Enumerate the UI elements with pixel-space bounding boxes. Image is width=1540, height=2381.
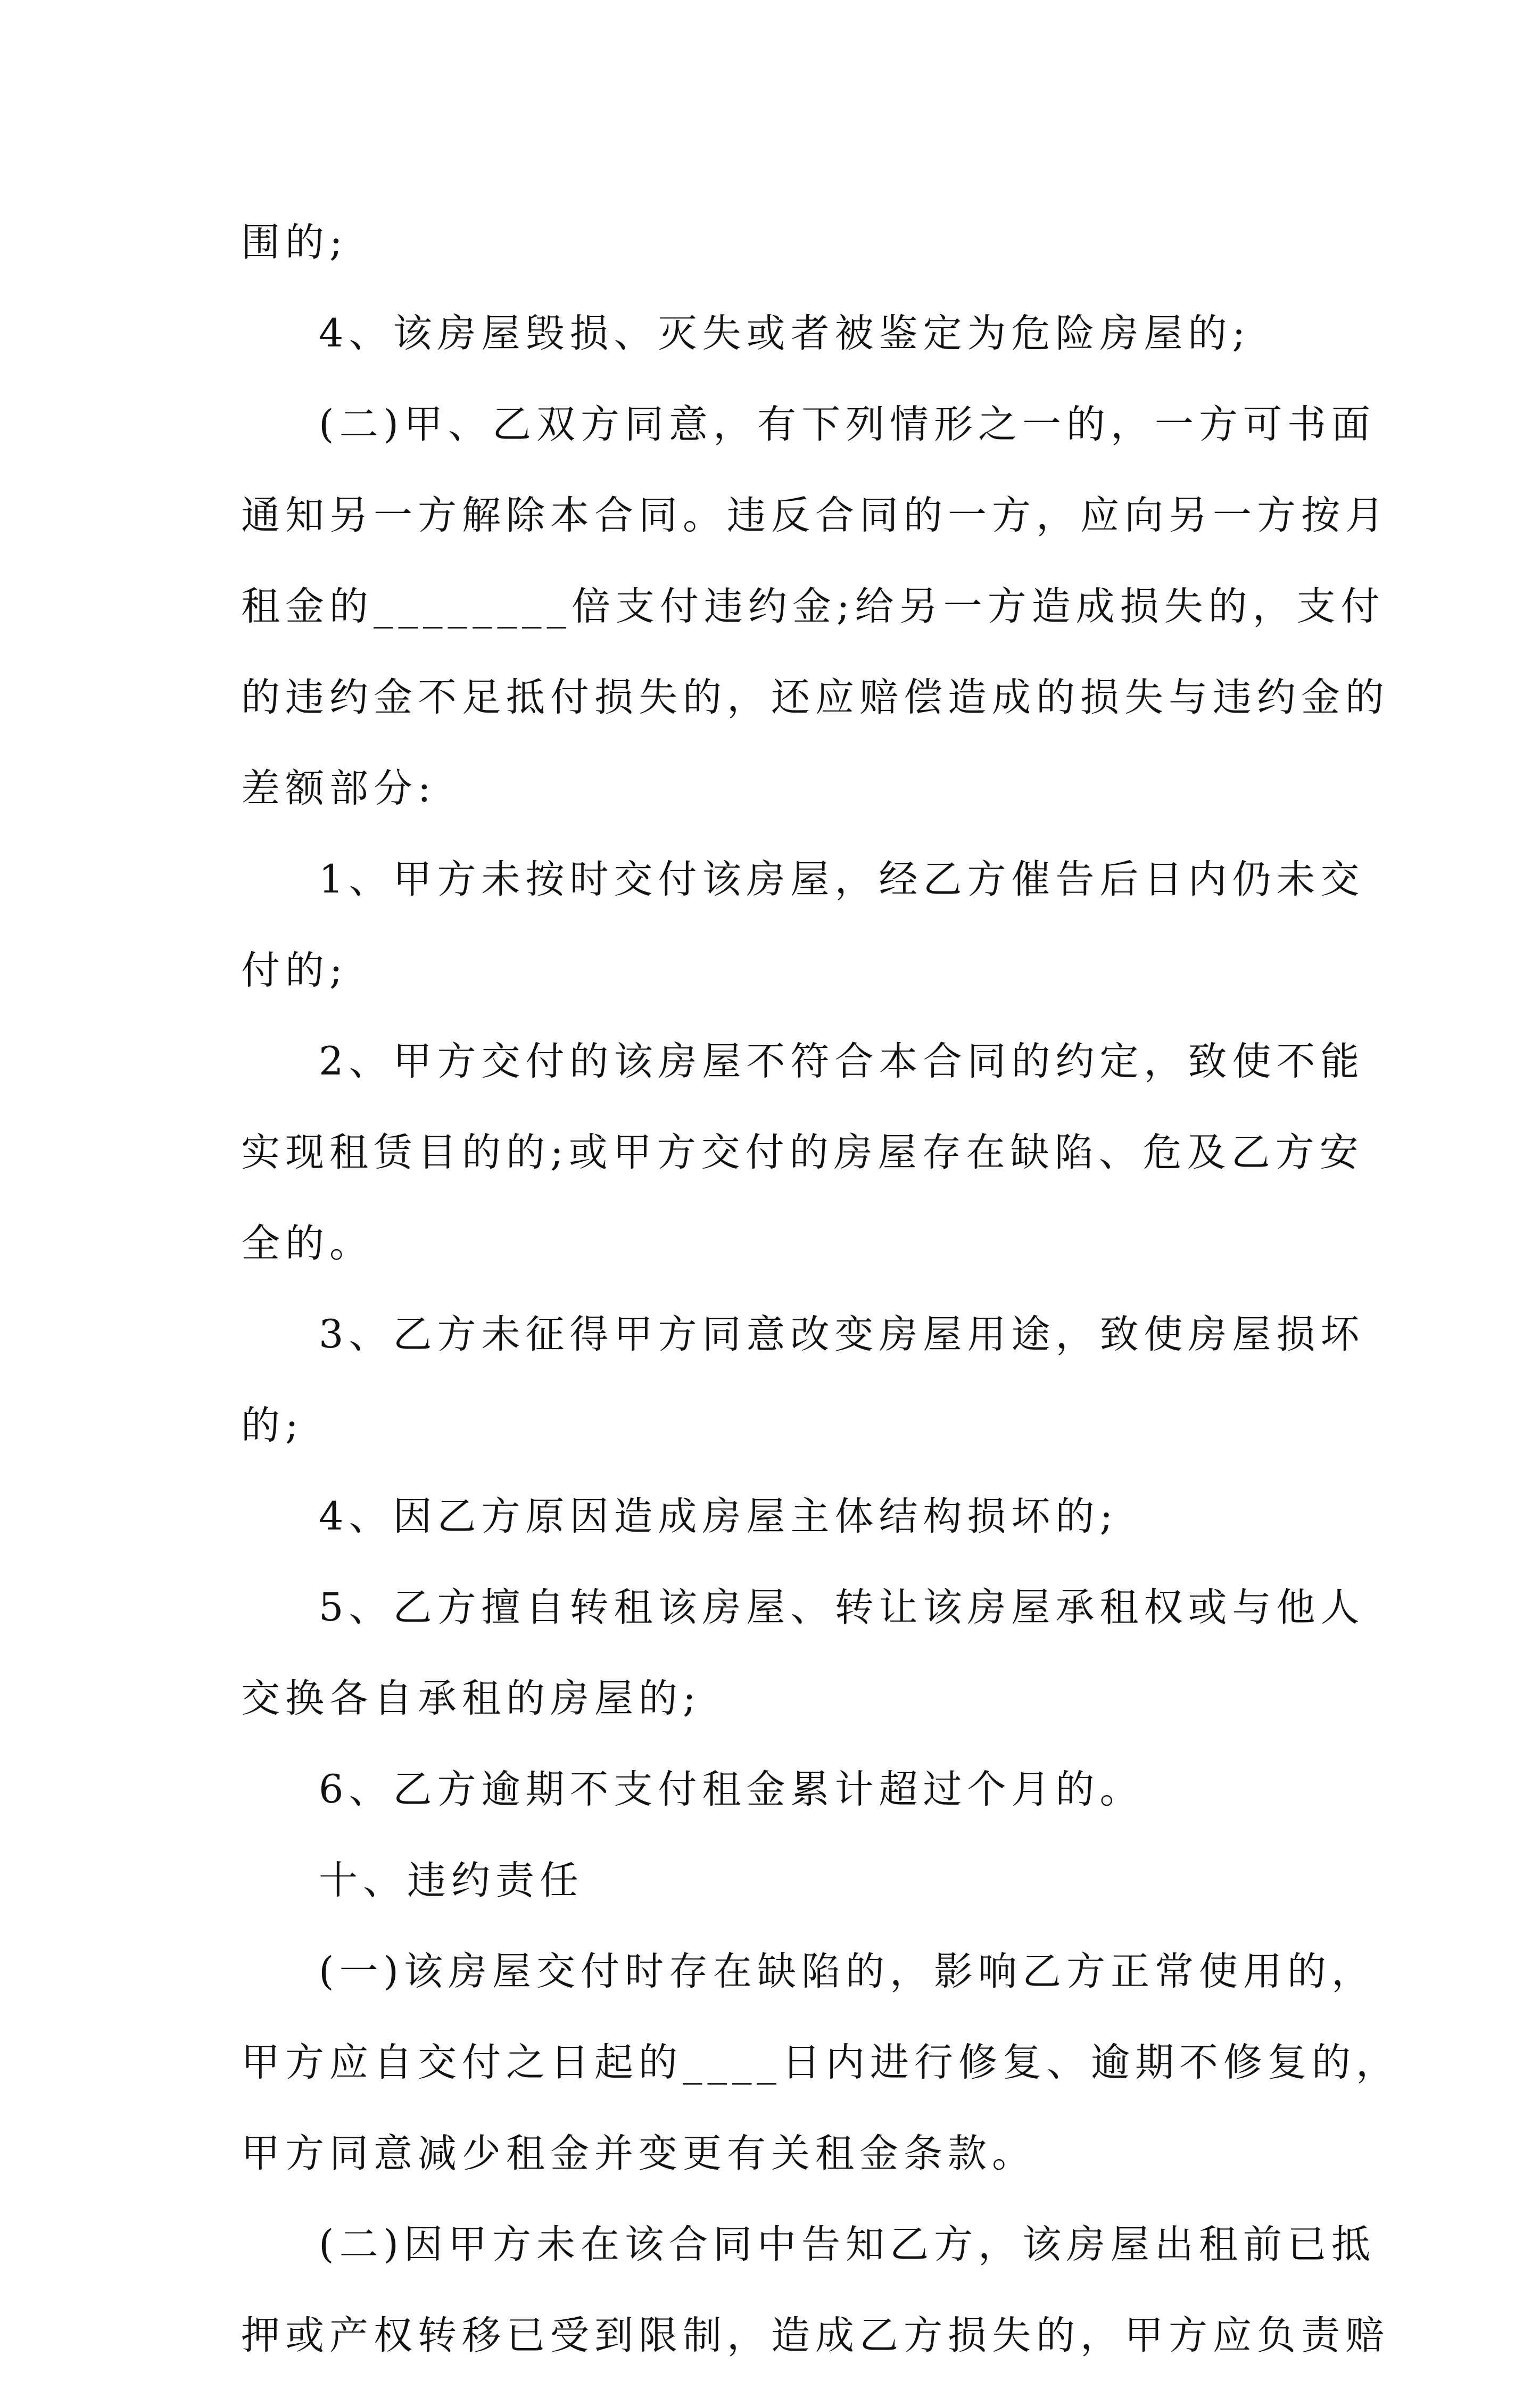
text-line: 差额部分: [241,766,436,811]
section-heading: 十、违约责任 [319,1858,584,1903]
text-line: 通知另一方解除本合同。违反合同的一方，应向另一方按月 [241,493,1389,538]
text-line: 1、甲方未按时交付该房屋，经乙方催告后日内仍未交 [319,857,1365,902]
text-line: 租金的________倍支付违约金;给另一方造成损失的，支付 [241,584,1385,629]
text-line: 6、乙方逾期不支付租金累计超过个月的。 [319,1767,1144,1812]
document-page [241,197,1400,2381]
text-line: 的; [241,1403,304,1448]
text-line: (一)该房屋交付时存在缺陷的，影响乙方正常使用的， [319,1949,1376,1994]
text-line: 实现租赁目的的;或甲方交付的房屋存在缺陷、危及乙方安 [241,1130,1364,1175]
text-line: 甲方同意减少租金并变更有关租金条款。 [241,2131,1036,2176]
text-line: 的违约金不足抵付损失的，还应赔偿造成的损失与违约金的 [241,675,1389,720]
text-line: 交换各自承租的房屋的; [241,1676,701,1721]
text-line: 5、乙方擅自转租该房屋、转让该房屋承租权或与他人 [319,1585,1365,1630]
text-line: (二)因甲方未在该合同中告知乙方，该房屋出租前已抵 [319,2222,1376,2267]
text-line: 2、甲方交付的该房屋不符合本合同的约定，致使不能 [319,1039,1365,1084]
text-line: 押或产权转移已受到限制，造成乙方损失的，甲方应负责赔 [241,2313,1389,2358]
text-line: 甲方应自交付之日起的____日内进行修复、逾期不修复的， [241,2040,1400,2085]
text-line: 付的; [241,948,348,993]
text-line: 3、乙方未征得甲方同意改变房屋用途，致使房屋损坏 [319,1312,1365,1357]
text-line: 围的; [241,220,348,265]
text-line: 4、该房屋毁损、灭失或者被鉴定为危险房屋的; [319,311,1251,356]
text-line: (二)甲、乙双方同意，有下列情形之一的，一方可书面 [319,402,1376,447]
text-line: 4、因乙方原因造成房屋主体结构损坏的; [319,1494,1119,1539]
text-line: 全的。 [241,1221,374,1266]
